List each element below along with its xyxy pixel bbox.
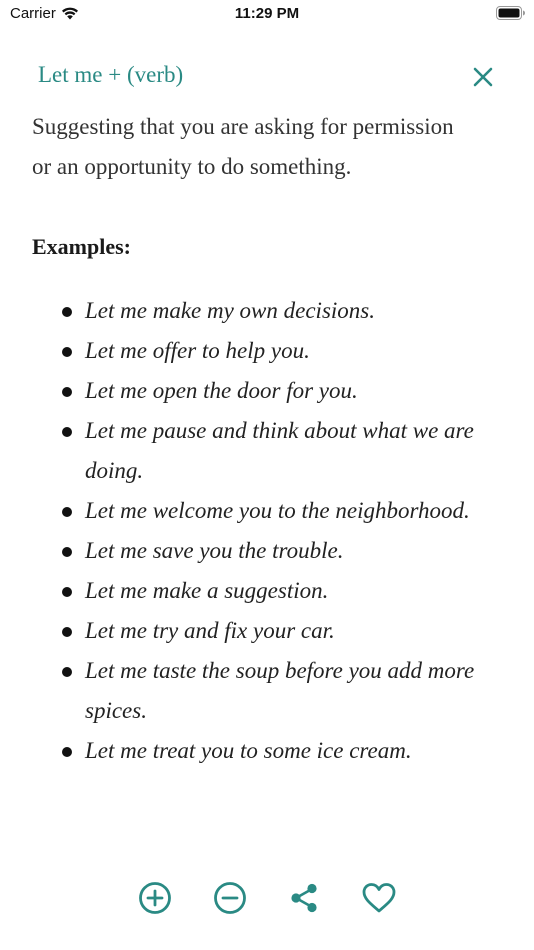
example-text: Let me save you the trouble. — [85, 538, 344, 563]
example-text: Let me pause and think about what we are doing. — [85, 418, 474, 483]
example-item — [60, 651, 505, 731]
example-item — [60, 491, 505, 531]
close-icon — [470, 64, 496, 90]
bullet-icon — [62, 667, 72, 677]
example-text: Let me taste the soup before you add more spices. — [85, 658, 475, 723]
minus-circle-icon — [213, 881, 247, 915]
example-text: Let me offer to help you. — [85, 338, 310, 363]
example-text: Let me try and fix your car. — [85, 618, 335, 643]
status-time: 11:29 PM — [234, 5, 300, 22]
bullet-icon — [62, 427, 72, 437]
example-item — [60, 731, 505, 771]
bullet-icon — [62, 627, 72, 637]
status-bar — [0, 0, 534, 30]
heart-icon — [361, 881, 397, 915]
increase-font-button[interactable] — [135, 876, 175, 920]
bullet-icon — [62, 307, 72, 317]
example-text: Let me welcome you to the neighborhood. — [85, 498, 470, 523]
bullet-icon — [62, 507, 72, 517]
bullet-icon — [62, 387, 72, 397]
carrier-label: Carrier — [10, 5, 56, 22]
share-button[interactable] — [284, 876, 324, 920]
battery-icon — [496, 6, 526, 24]
example-item — [60, 291, 505, 331]
bottom-toolbar — [0, 876, 534, 920]
phrase-description: Suggesting that you are asking for permission or an opportunity to do something. — [32, 114, 454, 179]
plus-circle-icon — [138, 881, 172, 915]
example-item — [60, 371, 505, 411]
example-text: Let me make a suggestion. — [85, 578, 329, 603]
examples-heading: Examples: — [32, 234, 131, 259]
share-icon — [287, 881, 321, 915]
example-item — [60, 411, 505, 491]
bullet-icon — [62, 347, 72, 357]
examples-list — [60, 291, 505, 771]
example-item — [60, 611, 505, 651]
example-text: Let me make my own decisions. — [85, 298, 375, 323]
favorite-button[interactable] — [359, 876, 399, 920]
bullet-icon — [62, 547, 72, 557]
example-item — [60, 571, 505, 611]
page-title: Let me + (verb) — [38, 62, 184, 87]
example-text: Let me open the door for you. — [85, 378, 358, 403]
example-item — [60, 531, 505, 571]
bullet-icon — [62, 747, 72, 757]
example-text: Let me treat you to some ice cream. — [85, 738, 412, 763]
bullet-icon — [62, 587, 72, 597]
close-button[interactable] — [470, 64, 496, 90]
decrease-font-button[interactable] — [210, 876, 250, 920]
example-item — [60, 331, 505, 371]
